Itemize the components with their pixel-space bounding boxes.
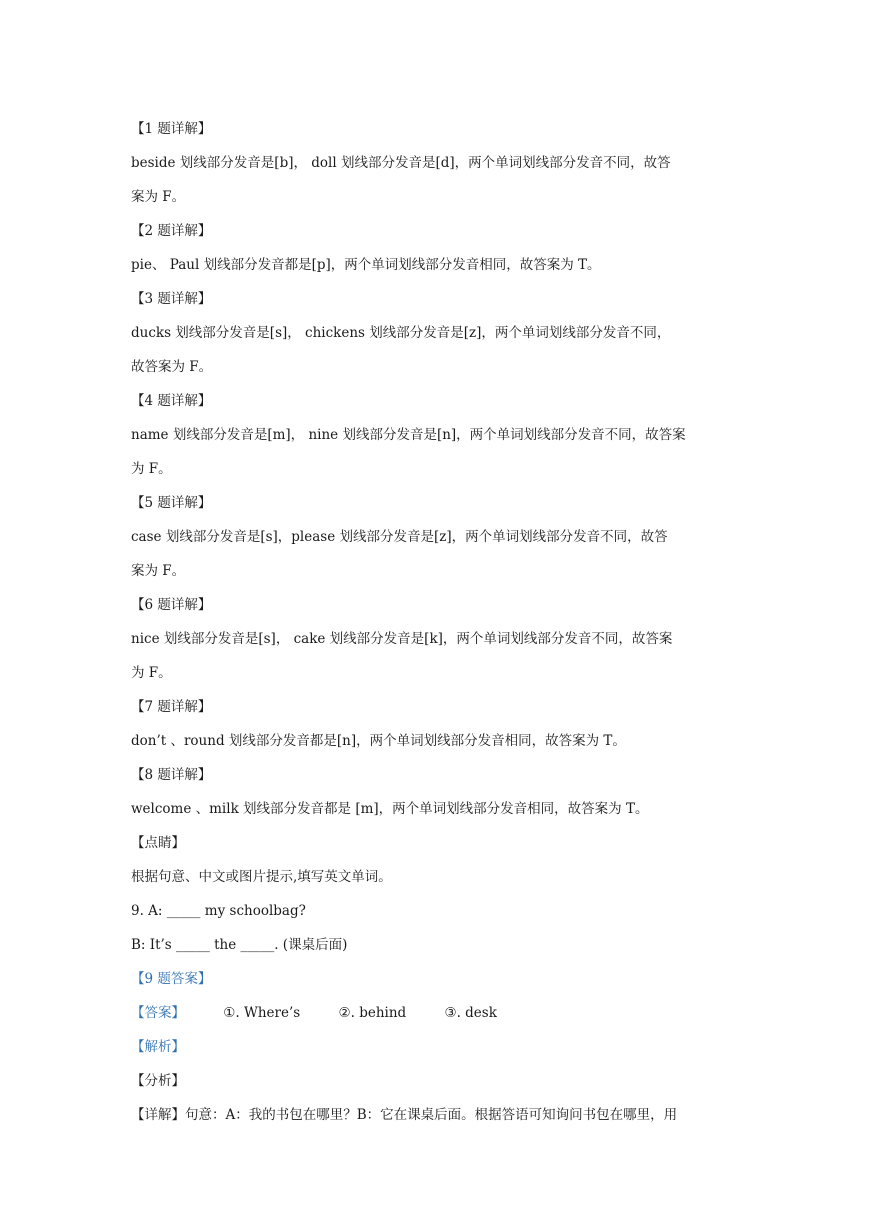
q9-answer-row <box>131 996 743 1030</box>
q9-question-line-1: 9. A: _____ my schoolbag? <box>131 903 306 919</box>
q7-detail-line-1: don’t 、round 划线部分发音都是[n]，两个单词划线部分发音相同，故答案为 T。 <box>131 733 626 749</box>
q6-detail-line-2: 为 F。 <box>131 665 172 681</box>
answer-option-2: ②. behind <box>338 1005 407 1021</box>
document-body <box>131 112 743 962</box>
answer-option-3: ③. desk <box>444 1005 497 1021</box>
q5-detail-heading: 【5 题详解】 <box>131 495 212 511</box>
q4-detail-line-1: name 划线部分发音是[m]， nine 划线部分发音是[n]，两个单词划线部分发音不同，故答案 <box>131 427 686 443</box>
q6-detail-line-1: nice 划线部分发音是[s]， cake 划线部分发音是[k]，两个单词划线部分发音不同，故答案 <box>131 631 673 647</box>
q9-answer-heading: 【9 题答案】 <box>131 971 212 987</box>
q6-detail-heading: 【6 题详解】 <box>131 597 212 613</box>
q8-detail-heading: 【8 题详解】 <box>131 767 212 783</box>
q5-detail-line-2: 案为 F。 <box>131 563 186 579</box>
analysis-heading: 【解析】 <box>131 1039 185 1055</box>
q8-detail-line-1: welcome 、milk 划线部分发音都是 [m]，两个单词划线部分发音相同，故答案为 T。 <box>131 801 649 817</box>
q3-detail-line-1: ducks 划线部分发音是[s]， chickens 划线部分发音是[z]，两个单词划线部分发音不同， <box>131 325 671 341</box>
q2-detail-line-1: pie、 Paul 划线部分发音都是[p]，两个单词划线部分发音相同，故答案为 T。 <box>131 257 601 273</box>
q4-detail-heading: 【4 题详解】 <box>131 393 212 409</box>
q3-detail-heading: 【3 题详解】 <box>131 291 212 307</box>
detail-line: 【详解】句意：A：我的书包在哪里？B：它在课桌后面。根据答语可知询问书包在哪里，用 <box>131 1107 678 1123</box>
q7-detail-heading: 【7 题详解】 <box>131 699 212 715</box>
dianjing-heading: 【点睛】 <box>131 835 185 851</box>
answer-option-1: ①. Where’s <box>223 1005 301 1021</box>
section-instruction: 根据句意、中文或图片提示,填写英文单词。 <box>131 869 392 885</box>
q1-detail-heading: 【1 题详解】 <box>131 121 212 137</box>
q3-detail-line-2: 故答案为 F。 <box>131 359 213 375</box>
q4-detail-line-2: 为 F。 <box>131 461 172 477</box>
q2-detail-heading: 【2 题详解】 <box>131 223 212 239</box>
answer-label: 【答案】 <box>131 1005 185 1021</box>
q1-detail-line-2: 案为 F。 <box>131 189 186 205</box>
q9-question-line-2: B: It’s _____ the _____. (课桌后面) <box>131 937 348 953</box>
q1-detail-line-1: beside 划线部分发音是[b]， doll 划线部分发音是[d]，两个单词划线部分发音不同，故答 <box>131 155 671 171</box>
q5-detail-line-1: case 划线部分发音是[s]，please 划线部分发音是[z]，两个单词划线部分发音不同，故答 <box>131 529 668 545</box>
fenxi-heading: 【分析】 <box>131 1073 185 1089</box>
document-page <box>131 112 743 1132</box>
